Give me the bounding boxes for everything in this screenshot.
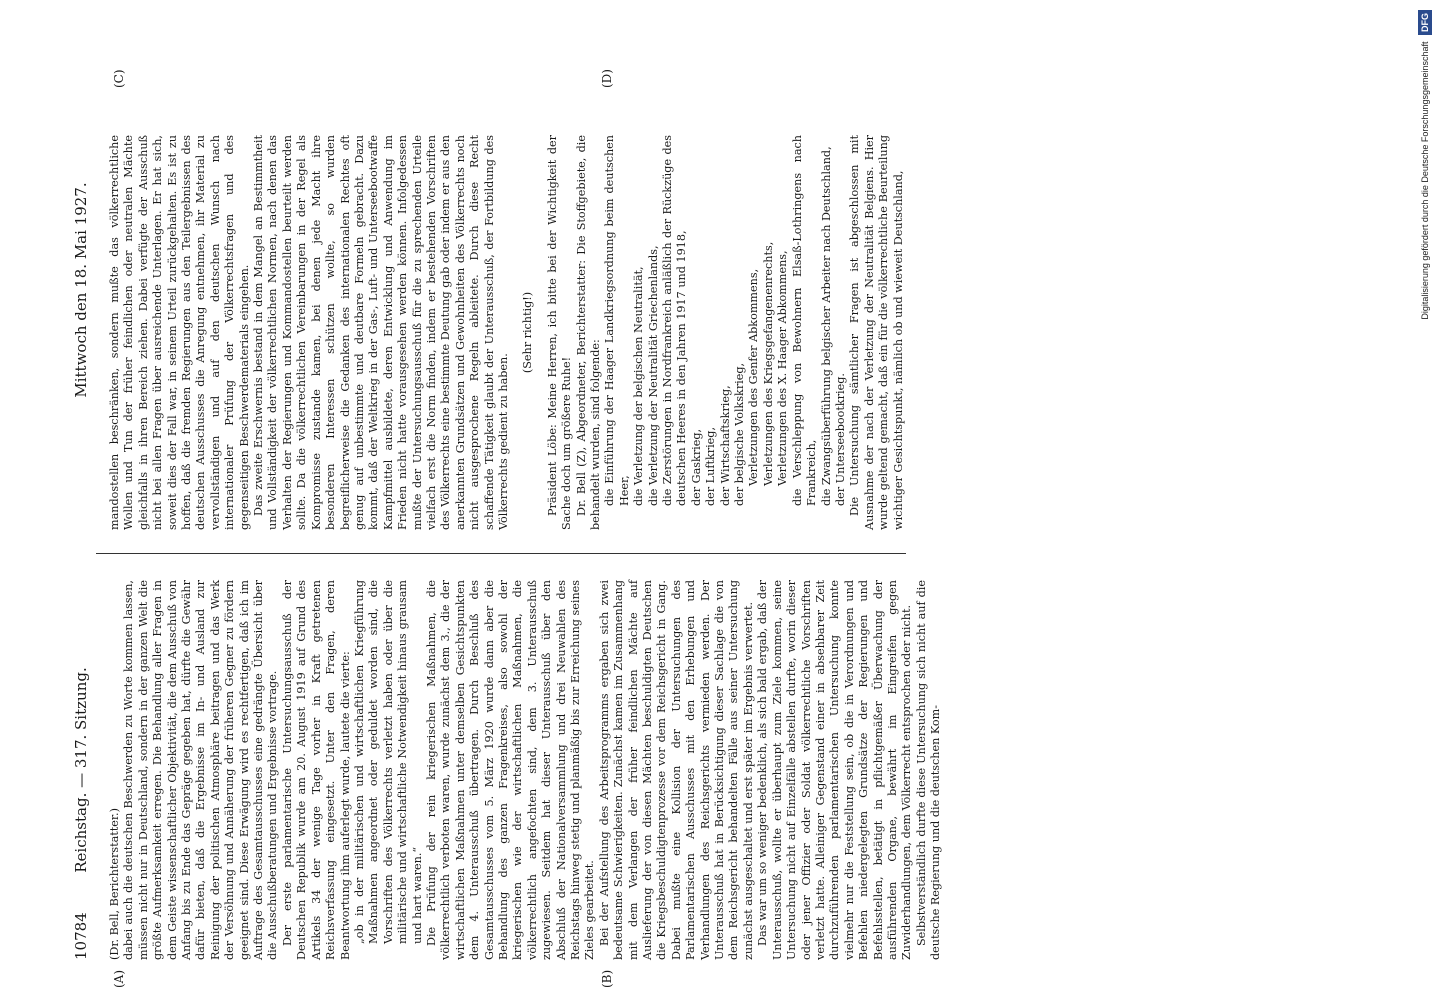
list-item: Verletzungen des Kriegsgefangenenrechts, xyxy=(761,241,775,486)
paragraph: Das war um so weniger bedenklich, als sich bald ergab, daß der Unterausschuß, wollte er überhaupt zum Ziele kommen, seine Untersuchung nicht auf Einzelfälle abstellen durfte, worin dieser oder jener Offizier oder Soldat völkerrechtliche Vorschriften verletzt hatte. Alleiniger Gegenstand einer in absehbarer Zeit durchzuführenden parlamentarischen Untersuchung konnte vielmehr nur die Feststellung sein, ob die in Verordnungen und Befehlen niedergelegten Grundsätze der Regierungen und Befehlsstellen, betätigt in pflichtgemäßer Überwachung der ausführenden Organe, bewährt im Eingreifen gegen Zuwiderhandlungen, dem Völkerrecht entsprochen oder nicht. xyxy=(756,580,914,960)
paragraph: Dr. Bell (Z), Abgeordneter, Berichterstatter: Die Stoffgebiete, die behandelt wurden, sind folgende: xyxy=(574,135,602,530)
margin-mark-b: (B) xyxy=(600,969,614,988)
right-column xyxy=(108,135,906,530)
paragraph: Die Untersuchung sämtlicher Fragen ist abgeschlossen mit Ausnahme der nach der Verletzung der Neutralität Belgiens. Hier wurde geltend gemacht, daß ein für die völkerrechtliche Beurteilung wichtiger Gesichtspunkt, nämlich ob und wieweit Deutschland, xyxy=(848,135,905,530)
margin-mark-d: (D) xyxy=(600,69,614,88)
page-number: 10784 xyxy=(72,912,90,960)
margin-mark-a: (A) xyxy=(112,969,126,988)
list-item: Verletzungen des X. Haager Abkommens, xyxy=(776,250,790,486)
list-item: der Wirtschaftskrieg, xyxy=(718,385,732,506)
column-divider xyxy=(96,553,906,554)
list-item: der Gaskrieg, xyxy=(689,428,703,506)
margin-mark-c: (C) xyxy=(112,69,126,88)
list-item: die Verletzung der belgischen Neutralität, xyxy=(632,266,646,506)
left-column xyxy=(108,580,944,960)
list-item: die Verletzung der Neutralität Griechenlands, xyxy=(646,245,660,506)
list-item: die Zwangsüberführung belgischer Arbeiter nach Deutschland, xyxy=(819,146,833,506)
president-remark: Präsident Löbe: Meine Herren, ich bitte bei der Wichtigkeit der Sache doch um größere Ruhe! xyxy=(545,135,574,530)
funding-note: Digitalisierung gefördert durch die Deutsche Forschungsgemeinschaft xyxy=(1420,41,1430,320)
list-item: die Zerstörungen in Nordfrankreich anläßlich der Rückzüge des deutschen Heeres in den Jahren 1917 und 1918, xyxy=(661,135,689,506)
paragraph: Der erste parlamentarische Untersuchungsausschuß der Deutschen Republik wurde am 20. August 1919 auf Grund des Artikels 34 der wenige Tage vorher in Kraft getretenen Reichsverfassung eingesetzt. Unter den Fragen, deren Beantwortung ihm auferlegt wurde, lautete die vierte: xyxy=(280,580,352,960)
speaker-note: (Dr. Bell, Berichterstatter.) xyxy=(108,808,121,960)
list-item: der Luftkrieg, xyxy=(704,426,718,506)
paragraph: mandostellen beschränken, sondern mußte das völkerrechtliche Wollen und Tun der früher feindlichen oder neutralen Mächte gleichfalls in ihren Bereich ziehen. Dabei verfügte der Ausschuß nicht bei allen Fragen über ausreichende Unterlagen. Er hat sich, soweit dies der Fall war, in seinem Urteil zurückgehalten. Es ist zu hoffen, daß die fremden Regierungen aus den Teilergebnissen des deutschen Ausschusses die Anregung entnehmen, ihr Material zu vervollständigen und auf den deutschen Wunsch nach internationaler Prüfung der Völkerrechtsfragen und des gegenseitigen Beschwerdematerials eingehen. xyxy=(108,135,251,530)
list-item: der belgische Volkskrieg, xyxy=(733,362,747,506)
list-item: Verletzungen des Genfer Abkommens, xyxy=(747,268,761,486)
list-item: der Unterseebootkrieg. xyxy=(833,373,847,506)
dfg-logo: DFG xyxy=(1418,10,1432,35)
paragraph: dabei auch die deutschen Beschwerden zu Worte kommen lassen, müssen nicht nur in Deutschland, sondern in der ganzen Welt die größte Aufmerksamkeit erregen. Die Behandlung aller Fragen in dem Geiste wissenschaftlicher Objektivität, die dem Ausschuß von Anfang bis zu Ende das Gepräge gegeben hat, dürfte die Gewähr dafür bieten, daß die Ergebnisse im In- und Ausland zur Reinigung der politischen Atmosphäre beitragen und das Werk der Versöhnung und Annäherung der früheren Gegner zu fördern geeignet sind. Diese Erwägung wird es rechtfertigen, daß ich im Auftrage des Gesamtausschusses eine gedrängte Übersicht über die Ausschußberatungen und Ergebnisse vortrage. xyxy=(122,580,280,960)
paragraph: Die Prüfung der rein kriegerischen Maßnahmen, die völkerrechtlich verboten waren, wurde zunächst dem 3., die der wirtschaftlichen Maßnahmen unter demselben Gesichtspunkten dem 4. Unterausschuß übertragen. Durch Beschluß des Gesamtausschusses vom 5. März 1920 wurde dann aber die Behandlung des ganzen Fragenkreises, also sowohl der kriegerischen wie der wirtschaftlichen Maßnahmen, die völkerrechtlich angefochten sind, dem 3. Unterausschuß zugewiesen. Seitdem hat dieser Unterausschuß über den Abschluß der Nationalversammlung und drei Neuwahlen des Reichstags hinweg stetig und planmäßig bis zur Erreichung seines Zieles gearbeitet. xyxy=(424,579,597,960)
header-title: Reichstag. — 317. Sitzung. xyxy=(72,667,90,873)
paragraph: Bei der Aufstellung des Arbeitsprogramms ergaben sich zwei bedeutsame Schwierigkeiten. Zunächst kamen im Zusammenhang mit dem Verlangen der früher feindlichen Mächte auf Auslieferung der von diesen Mächten beschuldigten Deutschen die Kriegsbeschuldigtenprozesse vor dem Reichsgericht in Gang. Dabei mußte eine Kollision der Untersuchungen des Parlamentarischen Ausschusses mit den Erhebungen und Verhandlungen des Reichsgerichts vermieden werden. Der Unterausschuß hat in Berücksichtigung dieser Sachlage die von dem Reichsgericht behandelten Fälle aus seiner Untersuchung zunächst ausgeschaltet und erst später im Ergebnis verwertet. xyxy=(597,580,755,960)
paragraph: Das zweite Erschwernis bestand in dem Mangel an Bestimmtheit und Vollständigkeit der völkerrechtlichen Normen, nach denen das Verhalten der Regierungen und Kommandostellen beurteilt werden sollte. Da die völkerrechtlichen Vereinbarungen in der Regel als Kompromisse zustande kamen, bei denen jede Macht ihre besonderen Interessen schützen wollte, so wurden begreiflicherweise die Gedanken des internationalen Rechtes oft genug auf unbestimmte und deutbare Formeln gebracht. Dazu kommt, daß der Weltkrieg in der Gas-, Luft- und Unterseebootwaffe Kampfmittel ausbildete, deren Entwicklung und Anwendung im Frieden nicht hatte vorausgesehen werden können. Infolgedessen mußte der Untersuchungsausschuß für die zu sprechenden Urteile vielfach erst die Norm finden, indem er bestehenden Vorschriften des Völkerrechts eine bestimmte Deutung gab oder indem er aus den anerkannten Grundsätzen und Gewohnheiten des Völkerrechts noch nicht ausgesprochene Regeln ableitete. Durch diese Recht schaffende Tätigkeit glaubt der Unterausschuß, der Fortbildung des Völkerrechts gedient zu haben. xyxy=(252,135,510,530)
quoted-question: „ob in der militärischen und wirtschaftlichen Kriegführung Maßnahmen angeordnet oder geduldet worden sind, die Vorschriften des Völkerrechts verletzt haben oder über die militärische und wirtschaftliche Notwendigkeit hinaus grausam und hart waren.“ xyxy=(352,580,424,944)
paragraph: Selbstverständlich durfte diese Untersuchung sich nicht auf die deutsche Regierung und die deutschen Kom- xyxy=(914,580,943,960)
list-item: die Einführung der Haager Landkriegsordnung beim deutschen Heer, xyxy=(603,135,631,506)
interjection: (Sehr richtig!) xyxy=(521,291,535,374)
list-item: die Verschleppung von Bewohnern Elsaß-Lothringens nach Frankreich, xyxy=(790,135,819,506)
header-date: Mittwoch den 18. Mai 1927. xyxy=(72,182,90,398)
funding-footer xyxy=(1418,10,1432,990)
page-header xyxy=(66,100,96,960)
